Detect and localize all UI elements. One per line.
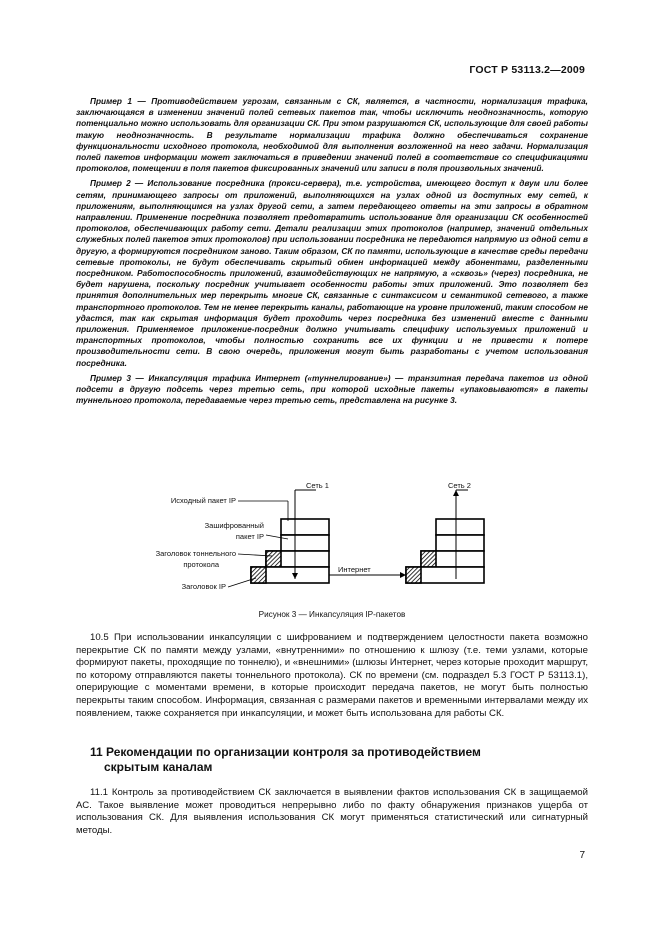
encrypted-packet-row	[281, 535, 329, 551]
example-2-paragraph: Пример 2 — Использование посредника (прокси-сервера), т.е. устройства, имеющего доступ к двум или более сетям, принимающего запросы от приложений, выполняющихся на узлах одной из доступных ему сетей, к приложениям, выполняющимся на узлах другой сети, а затем передающего ответы на эти запросы в обратном направлении. Применение посредника позволяет предотвратить использование для организации СК особенностей протоколов, обеспечивающих работу сети. Детали реализации этих протоколов (например, значений отдельных служебных полей пакетов этих протоколов) при использовании посредника не передаются напрямую из одной сети в другую, а формируются посредником заново. Таким образом, СК по памяти, использующие в качестве среды передачи сетевые протоколы, не будут обеспечивать скрытый обмен информацией между абонентами, разделенными посредником. Работоспособность приложений, взаимодействующих не напрямую, а «сквозь» (через) посредника, не будет нарушена, поскольку посредник учитывает особенности работы этих приложений. Это позволяет без принятия дополнительных мер перекрыть многие СК, связанные с синтаксисом и семантикой сетевого, а также транспортного протоколов. Тем не менее перекрыть каналы, работающие на уровне приложений, таким способом не удастся, так как скрытая информация будет проходить через посредника без изменений вместе с данными приложения. Применяемое приложение-посредник должно учитывать специфику используемых приложений и транспортных протоколов, чтобы полностью сохранить все их функции и не привести к потере производительности сети. В свою очередь, приложения могут быть разработаны с учетом использования посредника.	[76, 178, 588, 368]
original-packet-label: Исходный пакет IP	[170, 496, 236, 505]
right-original-row	[436, 519, 484, 535]
section-11-title	[76, 745, 588, 775]
standard-code-header: ГОСТ Р 53113.2—2009	[469, 64, 585, 76]
paragraph-11-1: 11.1 Контроль за противодействием СК заключается в выявлении фактов использования СК в защищаемой АС. Такое выявление может проводиться непрерывно либо по факту обнаружения признаков ущерба от использования СК. Для выявления использования СК могут применяться статистический или сигнатурный методы.	[76, 787, 588, 836]
internet-label: Интернет	[338, 565, 371, 574]
original-packet-row	[281, 519, 329, 535]
tunnel-header-label-line1: Заголовок тоннельного	[155, 549, 236, 558]
network-2-label: Сеть 2	[448, 481, 471, 490]
right-tunnel-hatch	[421, 551, 436, 567]
right-encrypted-row	[436, 535, 484, 551]
example-1-paragraph: Пример 1 — Противодействием угрозам, связанным с СК, является, в частности, нормализация трафика, заключающаяся в изменении значений полей сетевых пакетов так, чтобы исключить неоднозначность, которую потенциально можно использовать для организации СК. При этом разрушаются СК, использующие для своей работы такую неоднозначность. В результате нормализации трафика должно обеспечиваться сохранение функциональности исходного протокола, необходимой для выполнения возложенной на него задачи. Нормализация полей пакетов информации может заключаться в приведении значений полей в соответствие со спецификациями протоколов, помещении в поля пакетов фиксированных значений или записи в поля произвольных значений.	[76, 96, 588, 174]
figure-caption: Рисунок 3 — Инкапсуляция IP-пакетов	[258, 610, 406, 619]
internet-arrow-head	[400, 572, 406, 578]
paragraph-10-5-block	[76, 632, 588, 724]
right-packet-stack	[406, 490, 484, 583]
ip-header-hatch	[251, 567, 266, 583]
page-number: 7	[579, 850, 585, 861]
right-ip-hatch	[406, 567, 421, 583]
examples-block	[76, 96, 588, 410]
section-11-title-line2: скрытым каналам	[104, 760, 213, 774]
figure-3	[76, 476, 588, 626]
ip-header-label: Заголовок IP	[181, 582, 226, 591]
section-11-title-line1: 11 Рекомендации по организации контроля за противодействием	[90, 745, 481, 759]
network-1-label: Сеть 1	[306, 481, 329, 490]
ip-encapsulation-diagram	[76, 476, 588, 608]
tunnel-header-label-line2: протокола	[183, 560, 219, 569]
tunnel-header-hatch	[266, 551, 281, 567]
paragraph-11-1-block	[76, 787, 588, 841]
paragraph-10-5: 10.5 При использовании инкапсуляции с шифрованием и подтверждением целостности пакета возможно перекрытие СК по памяти между узлами, «внутренними» по отношению к шлюзу (т.е. теми узлами, которые формируют пакеты, проходящие по тоннелю), и «внешними» (шлюзы Интернет, через которые проходит маршрут, по которому отправляются пакеты тоннельного протокола). СК по времени (см. подраздел 5.3 ГОСТ Р 53113.1), оперирующие с моментами времени, в которые происходит передача пакетов, не могут быть полностью перекрыты таким способом. Информация, связанная с размерами пакетов и временными интервалами между их появлением, также сохраняется при инкапсуляции, и может быть использована для работы СК.	[76, 632, 588, 719]
encrypted-packet-label-line2: пакет IP	[235, 532, 264, 541]
encrypted-packet-label-line1: Зашифрованный	[204, 521, 264, 530]
example-3-paragraph: Пример 3 — Инкапсуляция трафика Интернет («туннелирование») — транзитная передача пакетов из одной подсети в другую подсеть через третью сеть, при которой исходные пакеты «упаковываются» в пакеты туннельного протокола, передаваемые через третью сеть, представлена на рисунке 3.	[76, 372, 588, 406]
right-arrow-head	[453, 490, 459, 496]
